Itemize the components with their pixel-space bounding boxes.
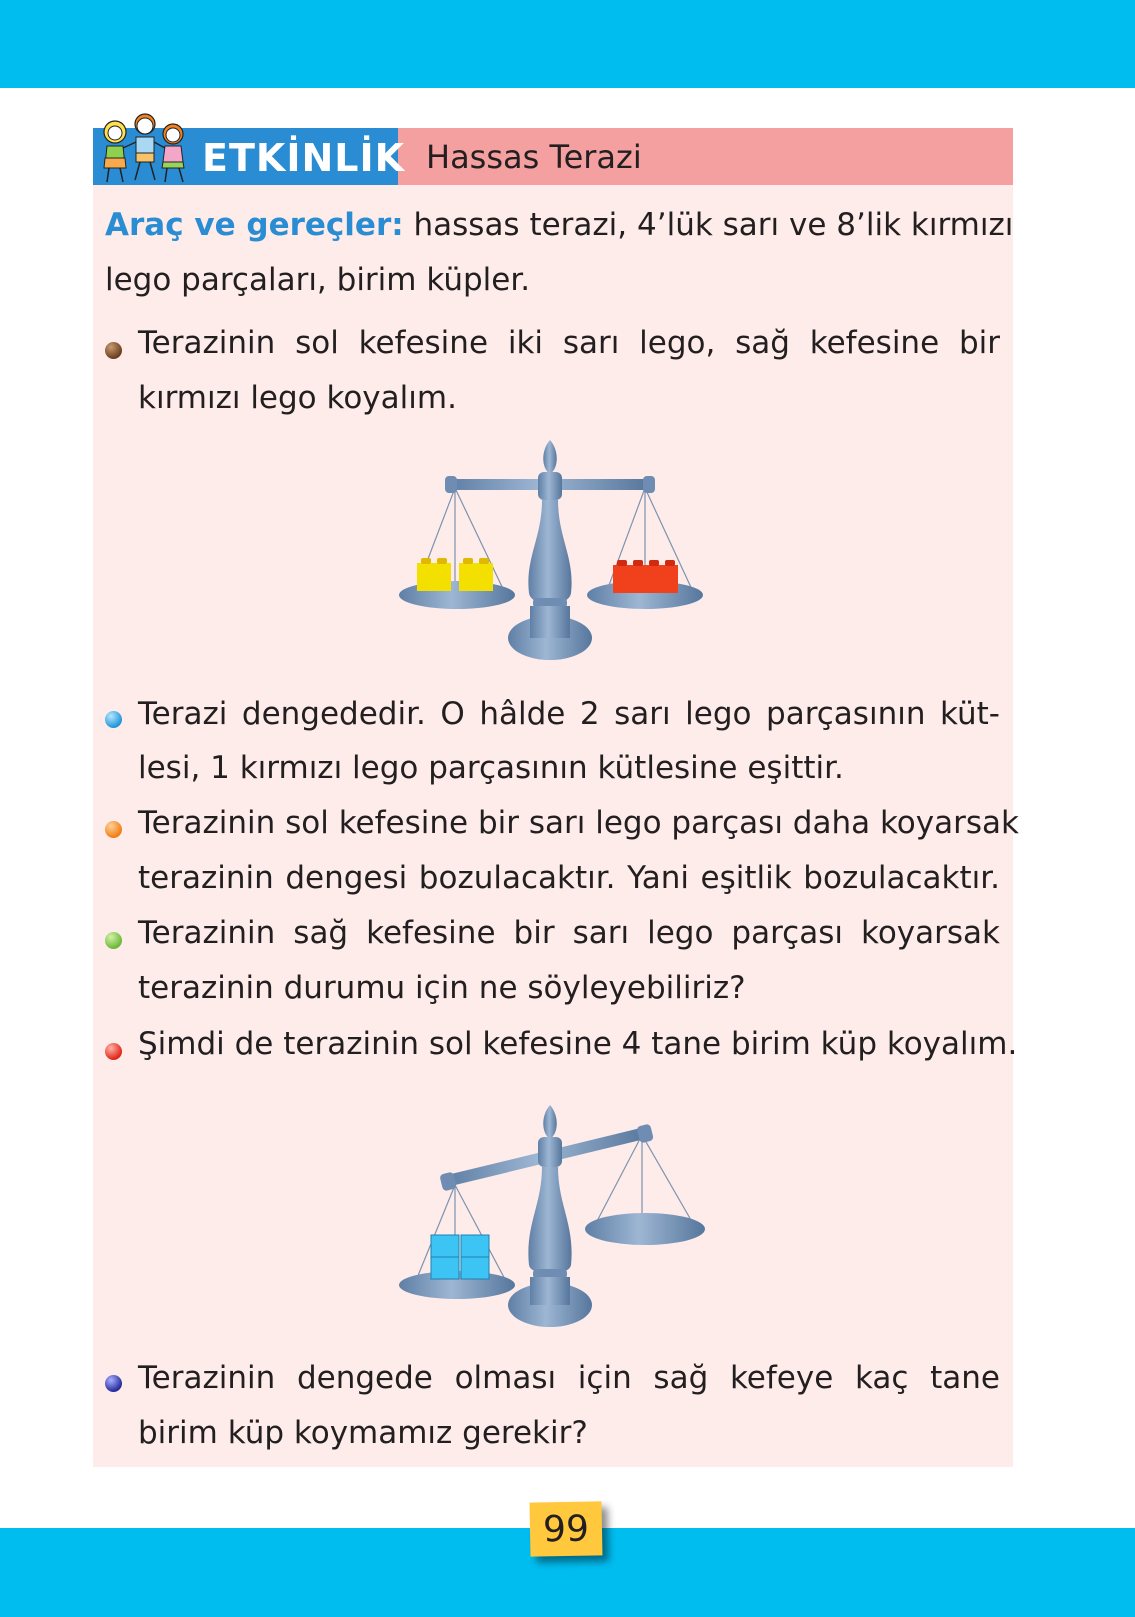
bullet-5-line-1: Şimdi de terazinin sol kefesine 4 tane birim küp koyalım. [138,1026,1018,1062]
bullet-3-line-1: Terazinin sol kefesine bir sarı lego parçası daha koyarsak [138,805,1019,841]
bullet-4-line-1: Terazinin sağ kefesine bir sarı lego parçası koyarsak [138,915,1000,951]
bullet-brown-icon [105,342,122,359]
activity-label: ETKİNLİK [202,136,406,180]
bullet-4-line-2: terazinin durumu için ne söyleyebiliriz? [138,970,746,1006]
bullet-2-line-1: Terazi dengededir. O hâlde 2 sarı lego parçasının küt- [138,696,1000,732]
activity-label-box [93,128,406,185]
bullet-orange-icon [105,821,122,838]
bullet-blue-icon [105,711,122,728]
materials-text: hassas terazi, 4’lük sarı ve 8’lik kırmızı [403,207,1014,243]
bullet-6-line-1: Terazinin dengede olması için sağ kefeye kaç tane [138,1360,1000,1396]
materials-label: Araç ve gereçler: [105,207,404,243]
bullet-2-line-2: lesi, 1 kırmızı lego parçasının kütlesine eşittir. [138,750,844,786]
balanced-scale-illustration [395,438,715,663]
activity-header [93,128,1013,185]
bullet-1-line-2: kırmızı lego koyalım. [138,380,457,416]
top-color-band [0,0,1135,88]
materials-line-1 [105,205,1014,245]
bullet-3-line-2: terazinin dengesi bozulacaktır. Yani eşitlik bozulacaktır. [138,860,1000,896]
bullet-6-line-2: birim küp koymamız gerekir? [138,1415,588,1451]
activity-title-box [398,128,1013,185]
activity-title: Hassas Terazi [426,137,642,176]
page-number-badge: 99 [530,1501,603,1556]
bullet-navy-icon [105,1375,122,1392]
bullet-red-icon [105,1043,122,1060]
materials-line-2: lego parçaları, birim küpler. [105,262,531,298]
tilted-scale-illustration [395,1105,715,1330]
bullet-green-icon [105,932,122,949]
children-illustration-icon [95,110,193,186]
bullet-1-line-1: Terazinin sol kefesine iki sarı lego, sağ kefesine bir [138,325,1000,361]
